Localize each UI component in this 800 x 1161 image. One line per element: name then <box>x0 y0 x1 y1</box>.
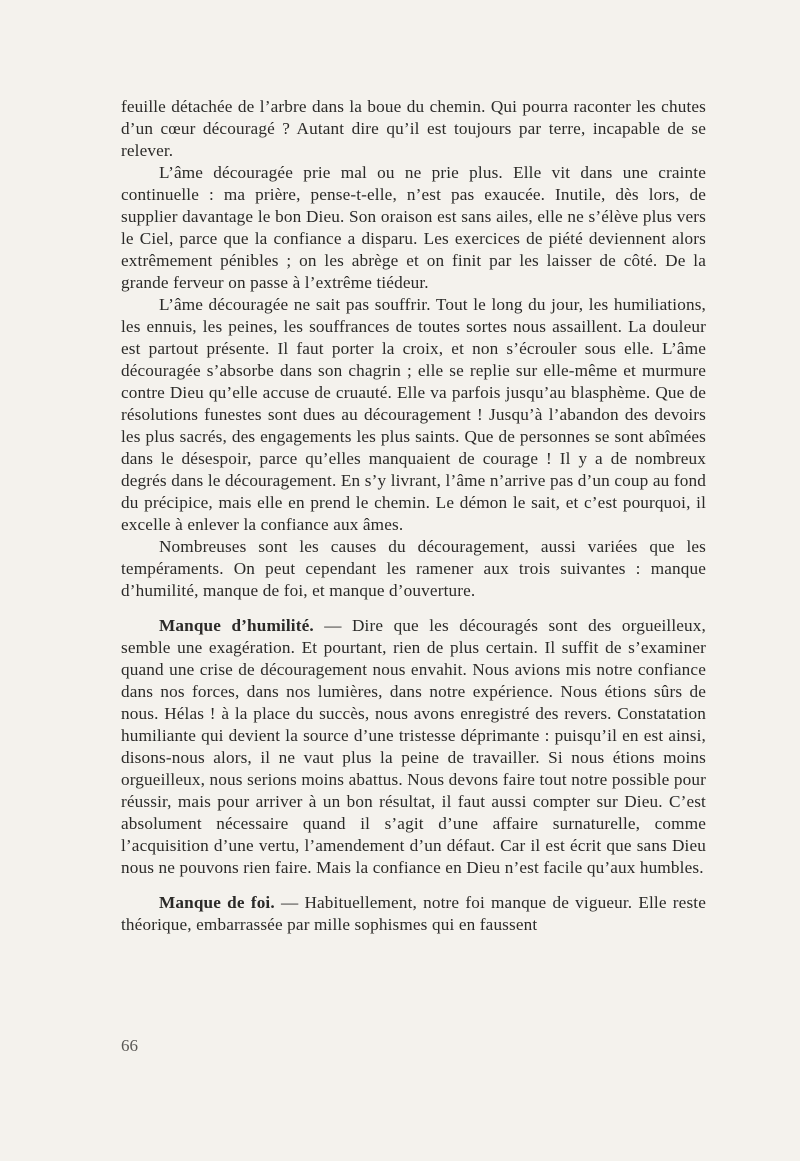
section-humility <box>121 615 706 879</box>
paragraph-continuation <box>121 96 706 162</box>
body-text <box>121 96 706 936</box>
paragraph-text: feuille détachée de l’arbre dans la boue du chemin. Qui pourra raconter les chutes d’un cœur découragé ? Autant dire qu’il est toujours par terre, incapable de se relever. <box>121 97 706 160</box>
paragraph-suffering <box>121 294 706 536</box>
page-number: 66 <box>121 1036 138 1055</box>
paragraph-text: — Dire que les découragés sont des orgueilleux, semble une exagération. Et pourtant, rien de plus certain. Il suffit de s’examiner quand une crise de découragement nous envahit. Nous avions mis notre confiance dans nos forces, dans nos lumières, dans notre expérience. Nous étions sûrs de nous. Hélas ! à la place du succès, nous avons enregistré des revers. Constatation humiliante qui devient la source d’une tristesse déprimante : puisqu’il en est ainsi, disons-nous alors, il ne vaut plus la peine de travailler. Si nous étions moins orgueilleux, nous serions moins abattus. Nous devons faire tout notre possible pour réussir, mais pour arriver à un bon résultat, il faut aussi compter sur Dieu. C’est absolument nécessaire quand il s’agit d’une affaire surnaturelle, comme l’acquisition d’une vertu, l’amendement d’un défaut. Car il est écrit que sans Dieu nous ne pouvons rien faire. Mais la confiance en Dieu n’est facile qu’aux humbles. <box>121 616 706 877</box>
paragraph-prayer <box>121 162 706 294</box>
section-heading: Manque de foi. <box>159 893 275 912</box>
paragraph-causes <box>121 536 706 602</box>
paragraph-text: L’âme découragée ne sait pas souffrir. Tout le long du jour, les humiliations, les ennuis, les peines, les souffrances de toutes sortes nous assaillent. La douleur est partout présente. Il faut porter la croix, et non s’écrouler sous elle. L’âme découragée s’absorbe dans son chagrin ; elle se replie sur elle-même et murmure contre Dieu qu’elle accuse de cruauté. Elle va parfois jusqu’au blasphème. Que de résolutions funestes sont dues au découragement ! Jusqu’à l’abandon des devoirs les plus sacrés, des engagements les plus saints. Que de personnes se sont abîmées dans le désespoir, parce qu’elles manquaient de courage ! Il y a de nombreux degrés dans le découragement. En s’y livrant, l’âme n’arrive pas d’un coup au fond du précipice, mais elle en prend le chemin. Le démon le sait, et c’est pourquoi, il excelle à enlever la confiance aux âmes. <box>121 295 706 534</box>
paragraph-text: Nombreuses sont les causes du découragement, aussi variées que les tempéraments. On peut cependant les ramener aux trois suivantes : manque d’humilité, manque de foi, et manque d’ouverture. <box>121 537 706 600</box>
section-faith <box>121 892 706 936</box>
paragraph-text: L’âme découragée prie mal ou ne prie plus. Elle vit dans une crainte continuelle : ma prière, pense-t-elle, n’est pas exaucée. Inutile, dès lors, de supplier davantage le bon Dieu. Son oraison est sans ailes, elle ne s’élève plus vers le Ciel, parce que la confiance a disparu. Les exercices de piété deviennent alors extrêmement pénibles ; on les abrège et on finit par les laisser de côté. De la grande ferveur on passe à l’extrême tiédeur. <box>121 163 706 292</box>
paragraph-text: — Habituellement, notre foi manque de vigueur. Elle reste théorique, embarrassée par mille sophismes qui en faussent <box>121 893 706 934</box>
section-heading: Manque d’humilité. <box>159 616 314 635</box>
